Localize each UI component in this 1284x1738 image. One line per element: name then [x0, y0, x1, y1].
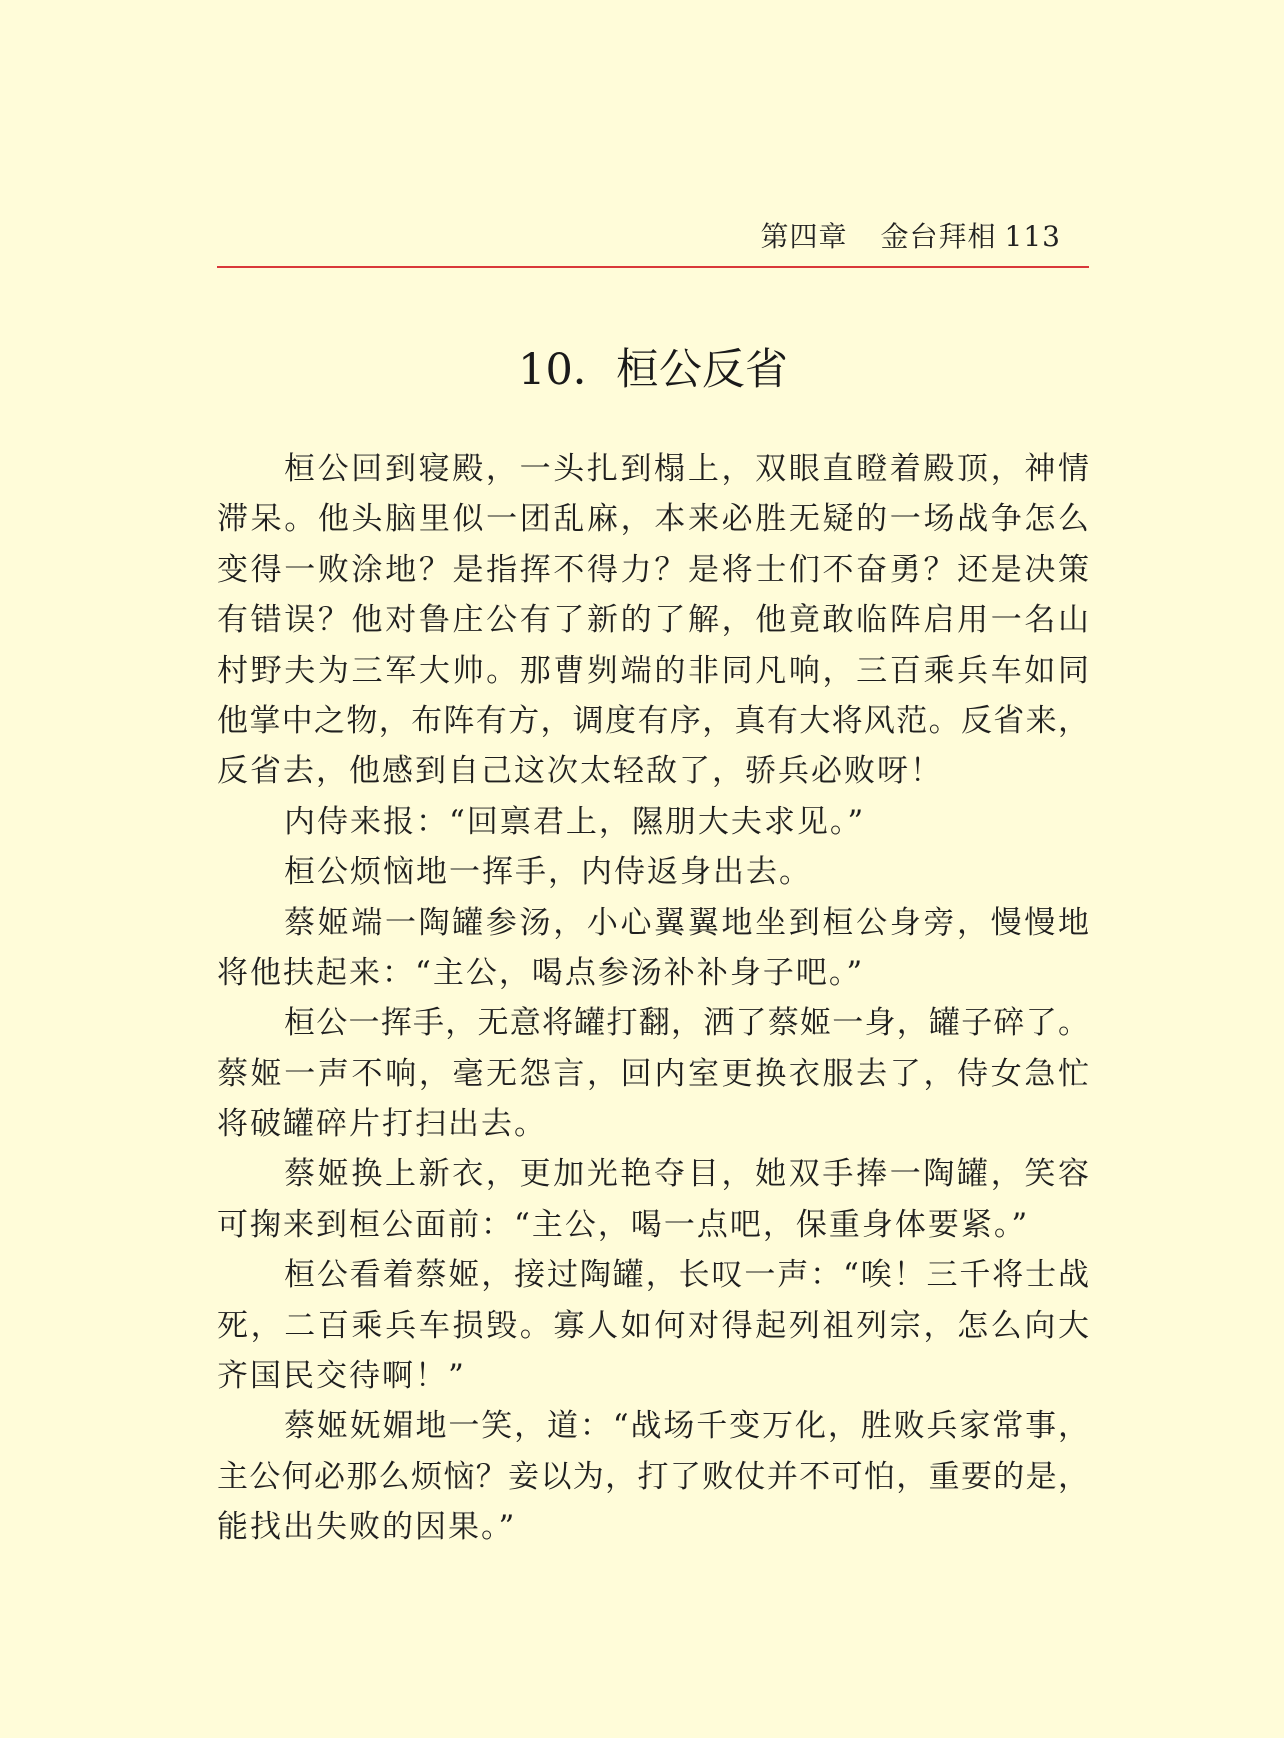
text-line: 死，二百乘兵车损毁。寡人如何对得起列祖列宗，怎么向大: [217, 1307, 1089, 1344]
paragraph: [217, 1401, 1089, 1552]
text-line: 桓公看着蔡姬，接过陶罐，长叹一声：“唉！三千将士战: [284, 1257, 1089, 1294]
chapter-title: 金台拜相: [880, 220, 997, 253]
paragraph: [217, 898, 1089, 999]
text-line: 他掌中之物，布阵有方，调度有序，真有大将风范。反省来，: [217, 702, 1089, 739]
text-line: 可掬来到桓公面前：“主公，喝一点吧，保重身体要紧。”: [217, 1206, 1030, 1243]
text-line: 有错误？他对鲁庄公有了新的了解，他竟敢临阵启用一名山: [217, 602, 1089, 639]
text-line: 将他扶起来：“主公，喝点参汤补补身子吧。”: [217, 954, 865, 991]
section-title: 10．桓公反省: [518, 345, 788, 395]
paragraph: [217, 998, 1089, 1149]
paragraph: [217, 444, 1089, 797]
header-rule: [217, 266, 1089, 268]
text-line: 能找出失败的因果。”: [217, 1509, 517, 1546]
text-line: 将破罐碎片打扫出去。: [217, 1106, 547, 1143]
text-line: 齐国民交待啊！”: [217, 1358, 466, 1395]
running-head: [217, 219, 1061, 255]
text-line: 蔡姬端一陶罐参汤，小心翼翼地坐到桓公身旁，慢慢地: [284, 904, 1089, 941]
text-line: 桓公一挥手，无意将罐打翻，洒了蔡姬一身，罐子碎了。: [284, 1005, 1089, 1042]
text-line: 内侍来报：“回禀君上，隰朋大夫求见。”: [284, 803, 866, 840]
paragraph: [217, 1250, 1089, 1401]
chapter-label: 第四章: [760, 220, 848, 253]
text-line: 蔡姬换上新衣，更加光艳夺目，她双手捧一陶罐，笑容: [284, 1156, 1089, 1193]
text-line: 滞呆。他头脑里似一团乱麻，本来必胜无疑的一场战争怎么: [217, 501, 1089, 538]
text-line: 村野夫为三军大帅。那曹刿端的非同凡响，三百乘兵车如同: [217, 652, 1089, 689]
text-line: 桓公烦恼地一挥手，内侍返身出去。: [284, 854, 812, 891]
text-line: 蔡姬一声不响，毫无怨言，回内室更换衣服去了，侍女急忙: [217, 1055, 1089, 1092]
paragraph: [217, 1149, 1089, 1250]
text-line: 桓公回到寝殿，一头扎到榻上，双眼直瞪着殿顶，神情: [284, 451, 1089, 487]
paragraph: [217, 847, 1089, 897]
text-line: 蔡姬妩媚地一笑，道：“战场千变万化，胜败兵家常事，: [284, 1408, 1089, 1445]
body-text: [217, 444, 1089, 1553]
text-line: 变得一败涂地？是指挥不得力？是将士们不奋勇？还是决策: [217, 551, 1089, 588]
page-number: 113: [1004, 220, 1061, 253]
text-line: 主公何必那么烦恼？妾以为，打了败仗并不可怕，重要的是，: [217, 1458, 1089, 1495]
text-line: 反省去，他感到自己这次太轻敌了，骄兵必败呀！: [217, 753, 943, 790]
paragraph: [217, 797, 1089, 847]
